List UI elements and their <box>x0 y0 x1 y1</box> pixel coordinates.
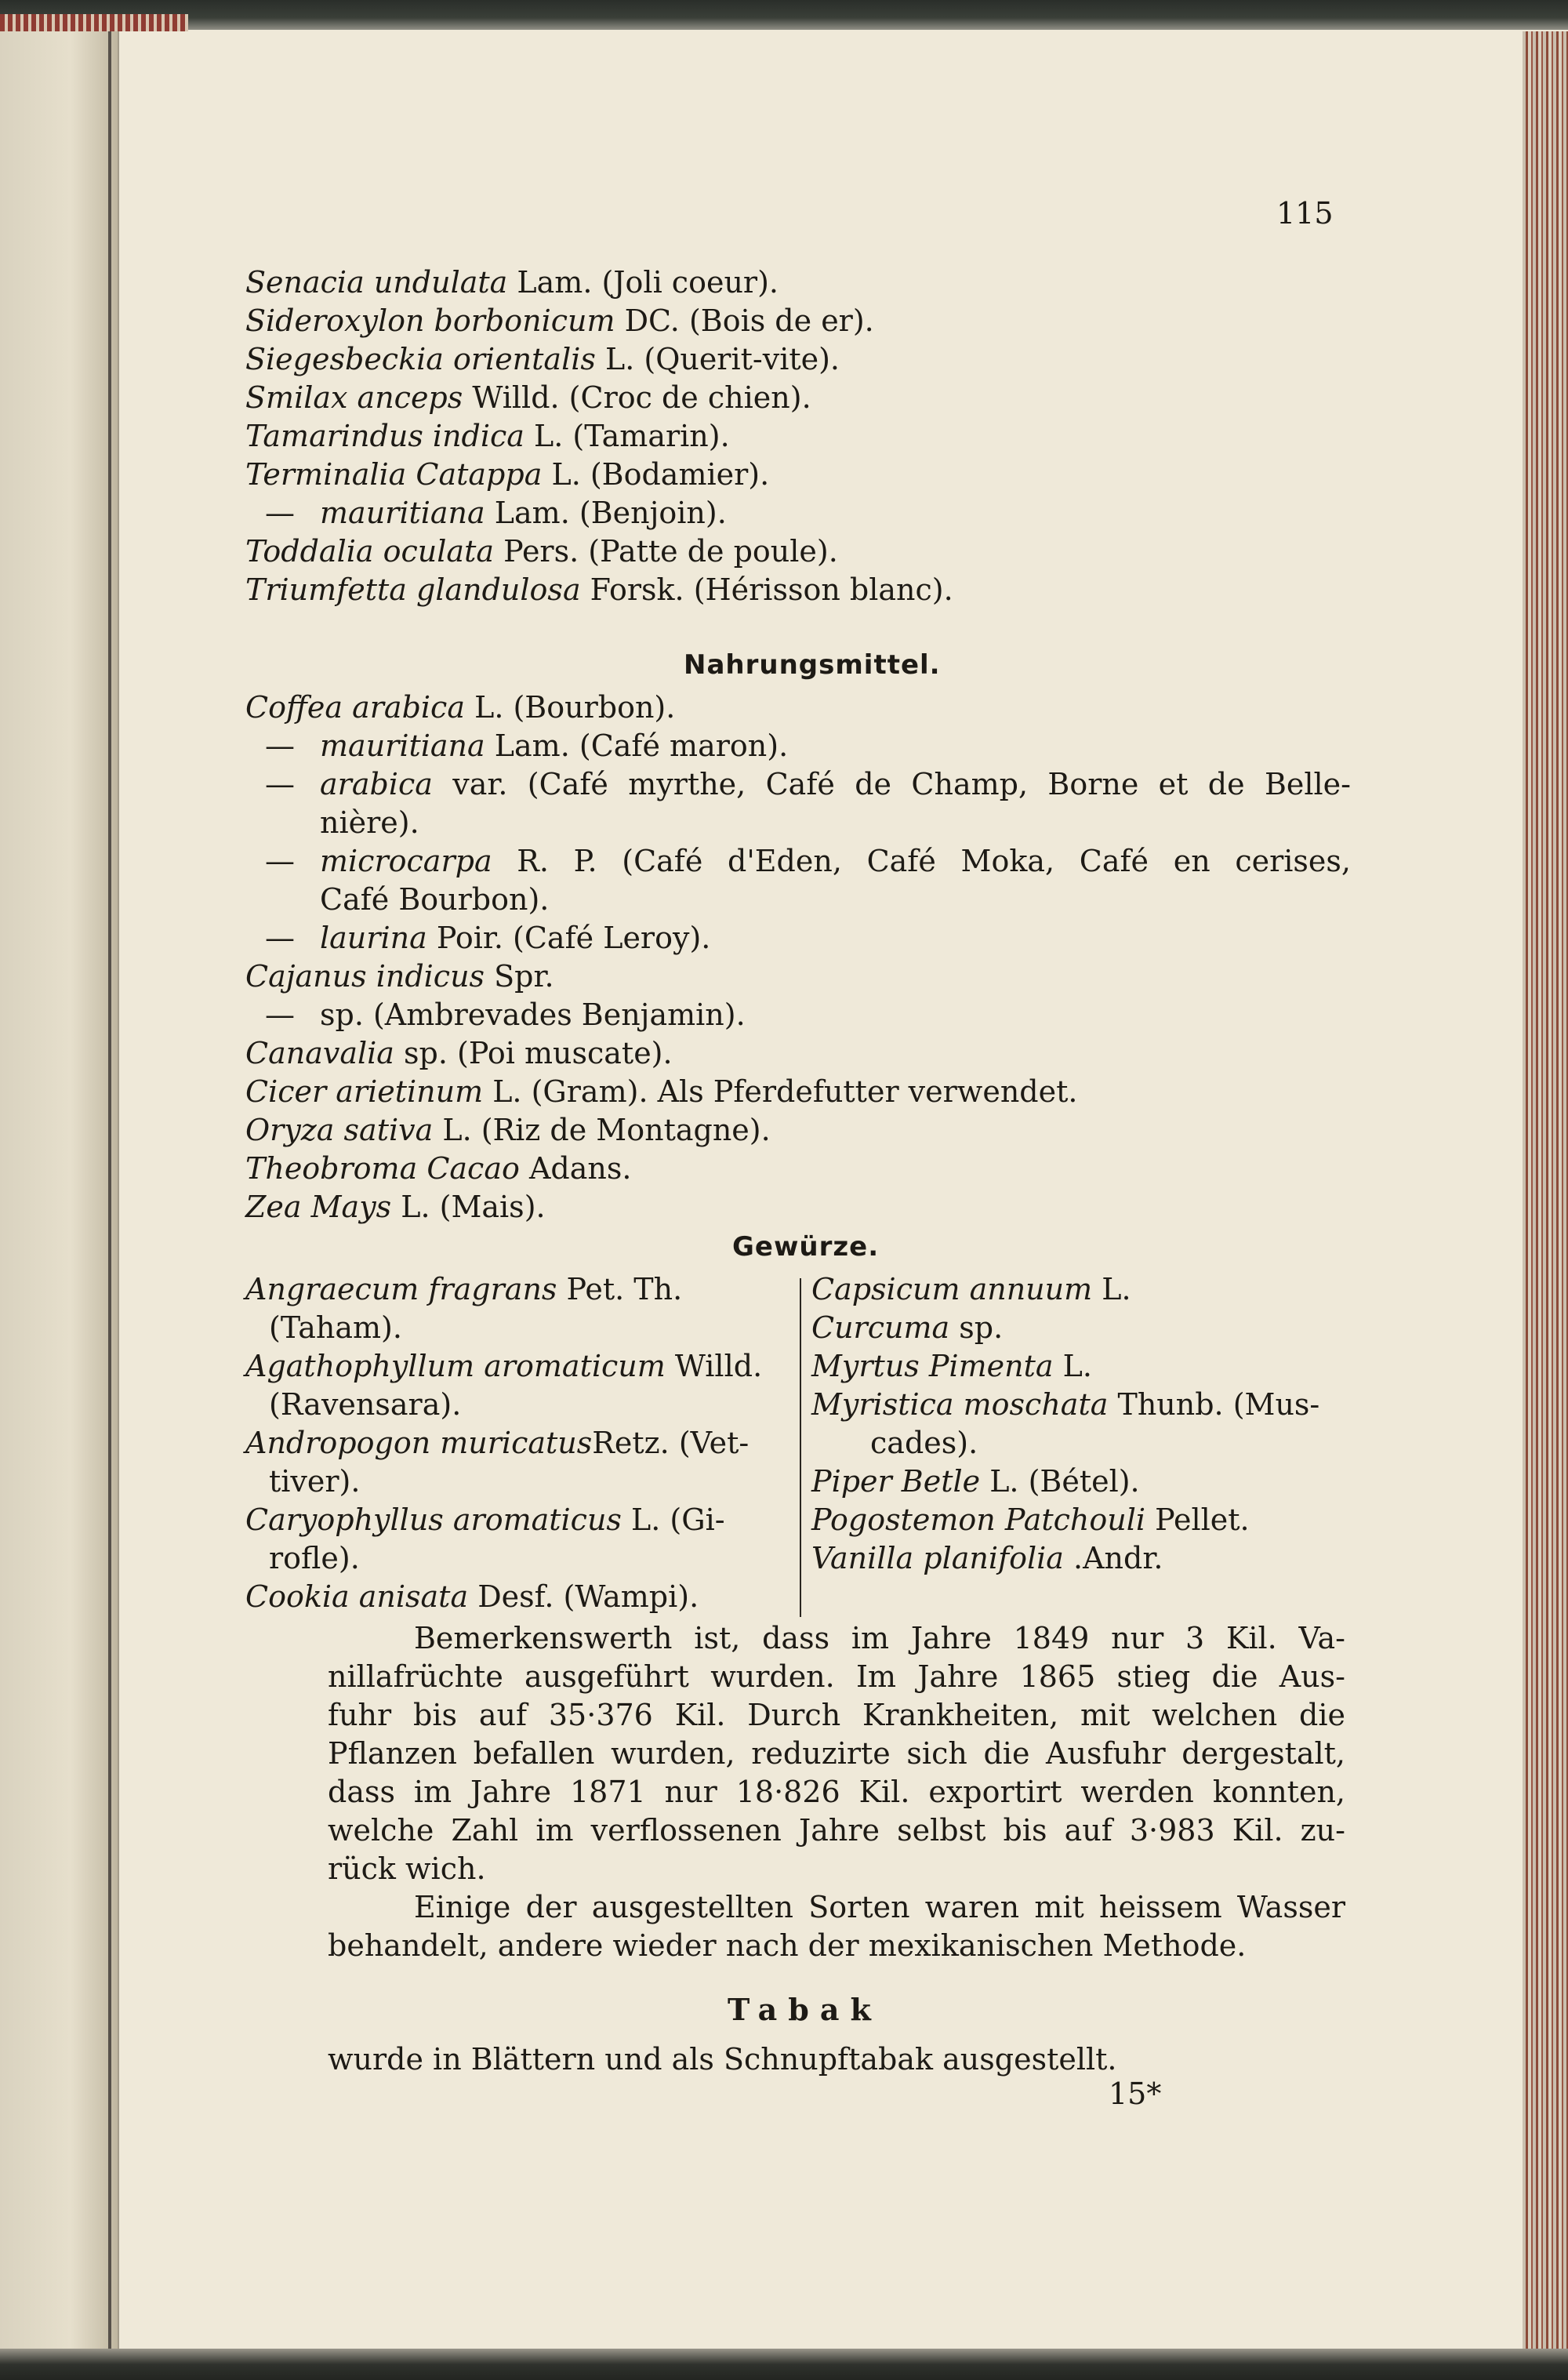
list-entry <box>245 1426 786 1464</box>
ditto-dash: — <box>265 997 295 1032</box>
species-name: Sideroxylon borbonicum <box>245 303 615 338</box>
binding-band <box>0 14 188 31</box>
list-entry <box>245 1502 786 1541</box>
species-name: Zea Mays <box>245 1190 392 1224</box>
list-entry <box>811 1272 1345 1310</box>
entry-continuation: nière). <box>320 805 419 840</box>
entry-detail: L. (Bodamier). <box>542 457 770 492</box>
list-entry <box>811 1387 1345 1426</box>
list-entry <box>245 1074 1351 1113</box>
entry-detail: Willd. (Croc de chien). <box>463 380 811 415</box>
entry-detail: Willd. <box>665 1349 763 1383</box>
paragraph-line: Pflanzen befallen wurden, reduzirte sich die Ausfuhr dergestalt, <box>328 1736 1345 1771</box>
species-name: laurina <box>320 921 427 955</box>
species-name: Smilax anceps <box>245 380 463 415</box>
species-name: mauritiana <box>320 496 485 530</box>
entry-detail: L. <box>1092 1272 1131 1306</box>
list-entry <box>811 1502 1345 1541</box>
list-entry <box>245 572 953 611</box>
entry-detail: R. P. (Café d'Eden, Café Moka, Café en cerises, <box>492 844 1351 878</box>
scan-edge-bottom <box>0 2349 1568 2380</box>
entry-detail: Pellet. <box>1145 1502 1250 1537</box>
list-entry <box>245 959 1351 997</box>
entry-detail: L. (Gram). Als Pferdefutter verwendet. <box>483 1074 1078 1109</box>
entry-detail: Lam. (Benjoin). <box>485 496 727 530</box>
entry-detail: sp. <box>949 1310 1004 1345</box>
entry-detail: .Andr. <box>1063 1541 1163 1575</box>
gutter-shadow <box>118 31 119 2349</box>
entry-detail: L. (Riz de Montagne). <box>433 1113 771 1147</box>
paragraph-line: Bemerkenswerth ist, dass im Jahre 1849 nur 3 Kil. Va- <box>414 1621 1345 1655</box>
list-entry <box>245 496 953 534</box>
paragraph-line: behandelt, andere wieder nach der mexikanischen Methode. <box>328 1928 1247 1963</box>
paragraph-line: fuhr bis auf 35·376 Kil. Durch Krankheiten, mit welchen die <box>328 1698 1345 1732</box>
book-spine <box>0 0 118 2380</box>
species-name: Coffea arabica <box>245 690 465 725</box>
list-entry <box>245 1190 1351 1228</box>
list-entry <box>811 1310 1345 1349</box>
entry-detail: L. (Bétel). <box>980 1464 1140 1499</box>
list-entry <box>245 342 953 380</box>
species-name: Senacia undulata <box>245 265 508 300</box>
list-entry <box>245 1036 1351 1074</box>
gutter-line <box>108 31 111 2349</box>
species-name: Cookia anisata <box>245 1579 469 1614</box>
heading-gewuerze: Gewürze. <box>732 1231 880 1263</box>
entry-detail: Forsk. (Hérisson blanc). <box>580 572 953 607</box>
list-entry <box>245 690 1351 729</box>
list-entry <box>245 882 1351 921</box>
entry-detail: DC. (Bois de er). <box>615 303 874 338</box>
tabak-text: wurde in Blättern und als Schnupftabak ausgestellt. <box>328 2042 1117 2077</box>
species-name: Caryophyllus aromaticus <box>245 1502 622 1537</box>
species-name: mauritiana <box>320 729 485 763</box>
entry-continuation: cades). <box>870 1426 978 1460</box>
ditto-dash: — <box>265 729 295 763</box>
list-entry <box>811 1426 1345 1464</box>
list-entry <box>245 1272 786 1310</box>
entry-detail: sp. (Poi muscate). <box>394 1036 673 1070</box>
ditto-dash: — <box>265 921 295 955</box>
entry-detail: Spr. <box>485 959 554 994</box>
list-entry <box>245 534 953 572</box>
entry-detail: var. (Café myrthe, Café de Champ, Borne et de Belle- <box>432 767 1351 801</box>
paragraph-line: Einige der ausgestellten Sorten waren mit heissem Wasser <box>414 1890 1345 1924</box>
column-divider <box>800 1278 801 1617</box>
species-name: Curcuma <box>811 1310 950 1345</box>
entry-detail: Thunb. (Mus- <box>1108 1387 1320 1422</box>
species-name: Cajanus indicus <box>245 959 485 994</box>
list-entry <box>245 1113 1351 1151</box>
species-name: Myristica moschata <box>811 1387 1109 1422</box>
species-name: Triumfetta glandulosa <box>245 572 581 607</box>
species-name: arabica <box>320 767 433 801</box>
list-entry <box>245 1387 786 1426</box>
species-name: Vanilla planifolia <box>811 1541 1064 1575</box>
entry-detail: Pers. (Patte de poule). <box>494 534 838 569</box>
list-entry <box>245 303 953 342</box>
species-name: Piper Betle <box>811 1464 981 1499</box>
signature-mark: 15* <box>1109 2077 1162 2111</box>
entry-continuation: tiver). <box>269 1464 361 1499</box>
species-name: Myrtus Pimenta <box>811 1349 1054 1383</box>
list-entry <box>245 767 1351 805</box>
entry-detail: Pet. Th. <box>557 1272 683 1306</box>
species-name: Theobroma Cacao <box>245 1151 520 1186</box>
ditto-dash: — <box>265 844 295 878</box>
species-name: Cicer arietinum <box>245 1074 484 1109</box>
list-entry <box>245 265 953 303</box>
species-name: microcarpa <box>320 844 492 878</box>
list-entry <box>245 844 1351 882</box>
list-entry <box>245 1579 786 1618</box>
species-name: Capsicum annuum <box>811 1272 1093 1306</box>
list-entry <box>245 805 1351 844</box>
list-entry <box>245 1464 786 1502</box>
list-entry <box>245 729 1351 767</box>
entry-detail: L. (Mais). <box>391 1190 546 1224</box>
species-name: Siegesbeckia orientalis <box>245 342 596 376</box>
list-entry <box>245 1541 786 1579</box>
species-name: Terminalia Catappa <box>245 457 543 492</box>
species-name: Oryza sativa <box>245 1113 434 1147</box>
entry-detail: L. (Tamarin). <box>524 419 730 453</box>
entry-detail: L. (Bourbon). <box>465 690 676 725</box>
heading-nahrungsmittel: Nahrungsmittel. <box>684 649 941 681</box>
entry-continuation: rofle). <box>269 1541 360 1575</box>
entry-detail: sp. (Ambrevades Benjamin). <box>320 997 746 1032</box>
paragraph-line: welche Zahl im verflossenen Jahre selbst bis auf 3·983 Kil. zu- <box>328 1813 1345 1848</box>
paragraph-line: dass im Jahre 1871 nur 18·826 Kil. exportirt werden konnten, <box>328 1775 1345 1809</box>
heading-tabak: Tabak <box>728 1992 882 2027</box>
list-entry <box>245 1310 786 1349</box>
scan-edge-top <box>0 0 1568 30</box>
paragraph-vanilla <box>328 1619 1345 1888</box>
species-name: Tamarindus indica <box>245 419 524 453</box>
species-name: Agathophyllum aromaticum <box>245 1349 666 1383</box>
list-entry <box>245 997 1351 1036</box>
list-entry <box>245 921 1351 959</box>
entry-detail: L. (Querit-vite). <box>595 342 840 376</box>
list-entry <box>811 1349 1345 1387</box>
species-name: Pogostemon Patchouli <box>811 1502 1146 1537</box>
paragraph-line: rück wich. <box>328 1851 486 1886</box>
ditto-dash: — <box>265 496 295 530</box>
spice-list-right-column <box>811 1272 1345 1579</box>
list-entry <box>245 1349 786 1387</box>
list-entry <box>811 1464 1345 1502</box>
species-name: Toddalia oculata <box>245 534 494 569</box>
entry-detail: Adans. <box>519 1151 632 1186</box>
species-name: Andropogon muricatus <box>245 1426 593 1460</box>
ditto-dash: — <box>265 767 295 801</box>
page-number: 115 <box>1276 196 1334 231</box>
entry-detail: Poir. (Café Leroy). <box>426 921 711 955</box>
species-name: Canavalia <box>245 1036 394 1070</box>
entry-detail: Lam. (Joli coeur). <box>507 265 779 300</box>
spice-list-left-column <box>245 1272 786 1618</box>
list-entry <box>811 1541 1345 1579</box>
entry-detail: Lam. (Café maron). <box>485 729 789 763</box>
entry-continuation: (Ravensara). <box>269 1387 462 1422</box>
entry-detail: Retz. (Vet- <box>592 1426 750 1460</box>
entry-detail: L. <box>1053 1349 1092 1383</box>
page-edges <box>1523 31 1568 2349</box>
entry-continuation: Café Bourbon). <box>320 882 550 917</box>
list-entry <box>245 1151 1351 1190</box>
entry-detail: Desf. (Wampi). <box>468 1579 699 1614</box>
list-entry <box>245 419 953 457</box>
list-entry <box>245 457 953 496</box>
paragraph-methods <box>328 1888 1345 1965</box>
paragraph-line: nillafrüchte ausgeführt wurden. Im Jahre 1865 stieg die Aus- <box>328 1659 1345 1694</box>
list-entry <box>245 380 953 419</box>
entry-detail: L. (Gi- <box>621 1502 725 1537</box>
plant-list-top <box>245 265 953 611</box>
species-name: Angraecum fragrans <box>245 1272 557 1306</box>
entry-continuation: (Taham). <box>269 1310 402 1345</box>
plant-list-nahrungsmittel <box>245 690 1351 1228</box>
